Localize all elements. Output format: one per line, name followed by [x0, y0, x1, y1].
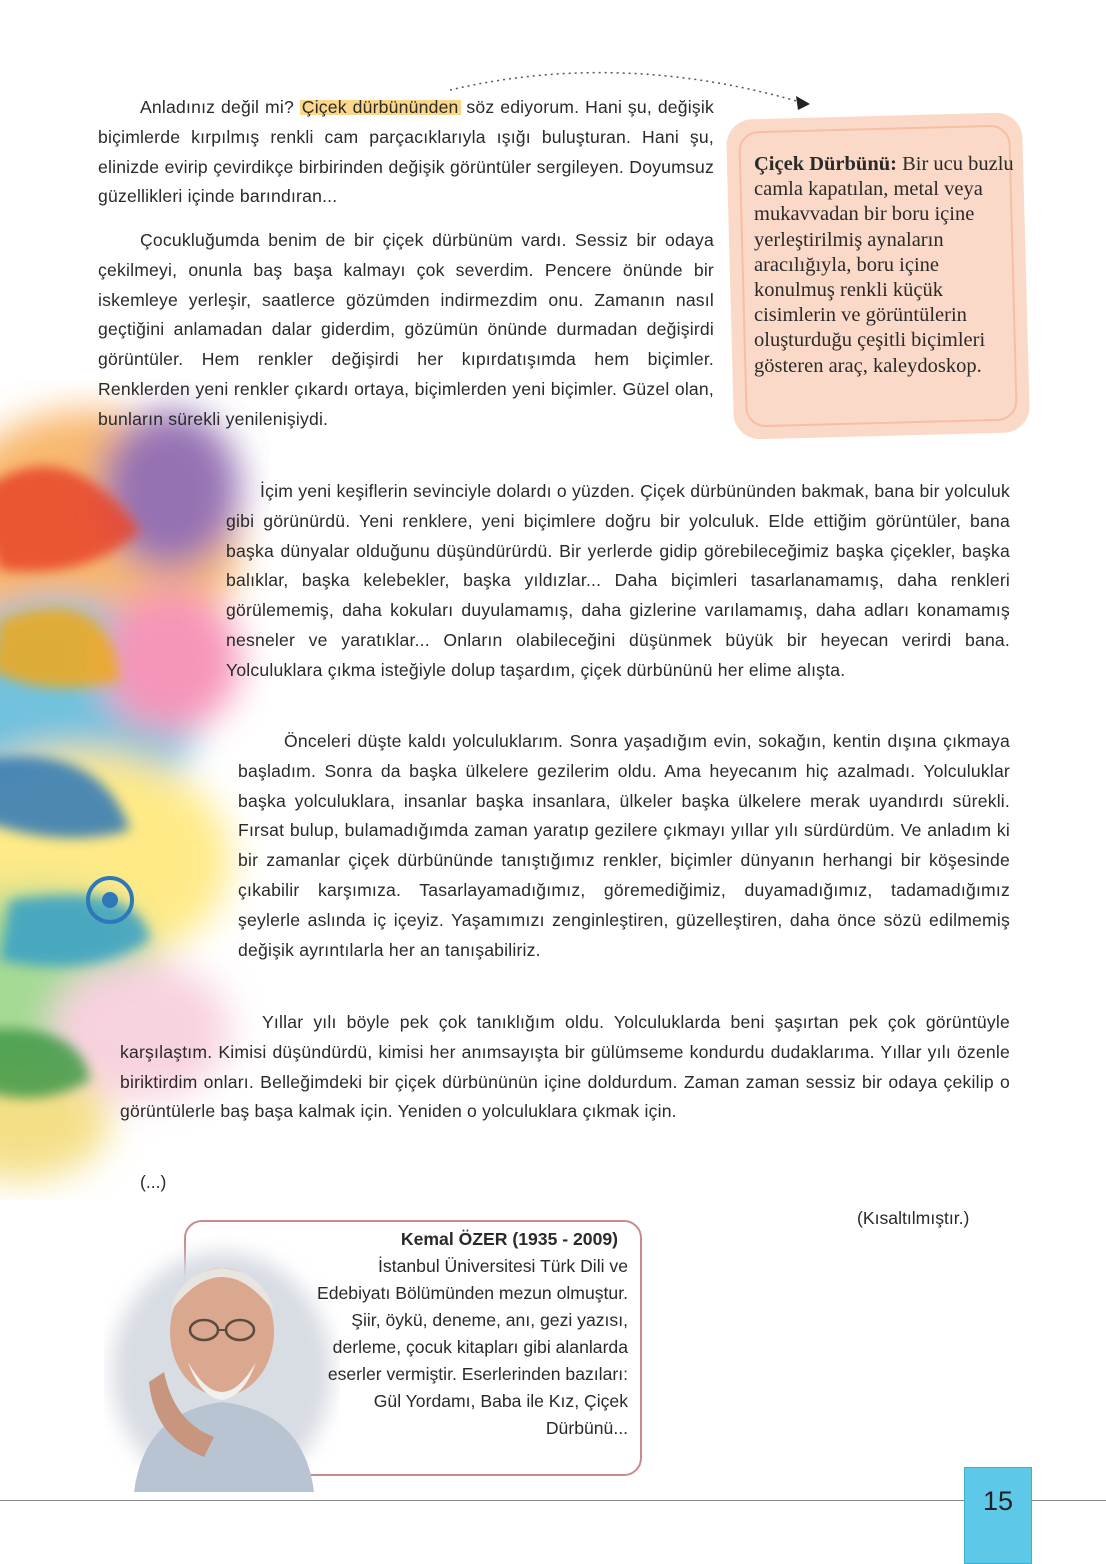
author-name: Kemal ÖZER (1935 - 2009) [400, 1229, 618, 1249]
story-paragraph-3: İçim yeni keşiflerin sevinciyle dolardı o yüzden. Çiçek dürbününden bakmak, bana bir yolculuk gibi görünürdü. Yeni renklere, yeni biçimlere doğru bir yolculuk. Elde ettiğim görüntüler, bana başka dünyalar olduğunu düşündürürdü. Bir yerlerde gidip görebileceğimiz başka çiçekler, başka balıklar, başka kelebekler, başka yıldızlar... Daha biçimleri tasarlanamamış, daha renkleri görülememiş, daha kokuları duyulamamış, daha gizlerine varılamamış, daha adları konamamış nesneler ve yaratıklar... Onların olabileceğini düşünmek büyük bir heyecan verirdi bana. Yolculuklara çıkma isteğiyle dolup taşardım, çiçek dürbününü her elime alışta. [226, 481, 1010, 680]
highlighted-term: Çiçek dürbününden [301, 97, 459, 117]
page-number: 15 [964, 1467, 1032, 1564]
definition-body: Bir ucu buzlu camla kapatılan, metal veya mukavvadan bir boru içine yerleştirilmiş aynaların aracılığıyla, boru içine konulmuş renkli küçük cisimlerin ve görüntülerin oluşturduğu çeşitli biçimleri gösteren araç, kaleydoskop. [754, 153, 1014, 377]
footer-rule [0, 1500, 1106, 1501]
paragraph-1-start: Anladınız değil mi? [140, 97, 300, 117]
definition-term: Çiçek Dürbünü: [754, 153, 897, 175]
definition-text [754, 152, 1016, 379]
abridged-note: (Kısaltılmıştır.) [857, 1208, 970, 1228]
story-paragraph-5: Yıllar yılı böyle pek çok tanıklığım oldu. Yolculuklarda beni şaşırtan pek çok görüntüyle karşılaştım. Kimisi düşündürdü, kimisi her anımsayışta bir gülümseme kondurdu dudaklarıma. Yıllar yılı özenle biriktirdim onları. Belleğimdeki bir çiçek dürbününün içine doldurdum. Zaman zaman sessiz bir odaya çekilip o görüntülerle baş başa kalmak için. Yeniden o yolculuklara çıkmak için. [120, 1012, 1010, 1122]
author-bio: İstanbul Üniversitesi Türk Dili ve Edebiyatı Bölümünden mezun olmuştur. Şiir, öykü, deneme, anı, gezi yazısı, derleme, çocuk kitapları gibi alanlarda eserler vermiştir. Eserlerinden bazıları: Gül Yordamı, Baba ile Kız, Çiçek Dürbünü... [316, 1256, 628, 1438]
story-paragraph-4: Önceleri düşte kaldı yolculuklarım. Sonra yaşadığım evin, sokağın, kentin dışına çıkmaya başladım. Sonra da başka ülkelere gezilerim oldu. Ama heyecanım hiç azalmadı. Yolculuklar başka yolculuklara, insanlar başka insanlara, ülkeler başka ülkelere merak uyandırdı sürekli. Fırsat bulup, bulamadığımda zaman yaratıp gezilere çıkmayı yıllar yılı sürdürdüm. Ve anladım ki bir zamanlar çiçek dürbününde tanıştığımız renkler, biçimler dünyanın herhangi bir köşesinde çıkabilir karşımıza. Tasarlayamadığımız, göremediğimiz, duyamadığımız, tadamadığımız şeylerle aslında iç içeyiz. Yaşamımızı zenginleştiren, güzelleştiren, daha önce sözü edilmemiş değişik ayrıntılarla her an tanışabiliriz. [238, 731, 1010, 960]
paragraph-1-rest: söz ediyorum. Hani şu, değişik biçimlerde kırpılmış renkli cam parçacıklarıyla ışığı buluşturan. Hani şu, elinizde evirip çevirdikçe birbirinden değişik görüntüler sergileyen. Doyumsuz güzellikleri içinde barındıran... [98, 97, 714, 207]
dotted-arrow-icon [440, 60, 820, 120]
story-paragraph-2: Çocukluğumda benim de bir çiçek dürbünüm vardı. Sessiz bir odaya çekilmeyi, onunla baş başa kalmayı çok severdim. Pencere önünde bir iskemleye yerleşir, saatlerce gözümden indirmezdim onu. Zamanın nasıl geçtiğini anlamadan dalar giderdim, gözümün önünde durmadan değişirdi görüntüler. Hem renkler değişirdi her kıpırdatışımda hem biçimler. Renklerden yeni renkler çıkardı ortaya, biçimlerden yeni biçimler. Güzel olan, bunların sürekli yenilenişiydi. [98, 230, 714, 429]
author-info-text [300, 1226, 628, 1442]
omission-mark: (...) [140, 1172, 167, 1192]
